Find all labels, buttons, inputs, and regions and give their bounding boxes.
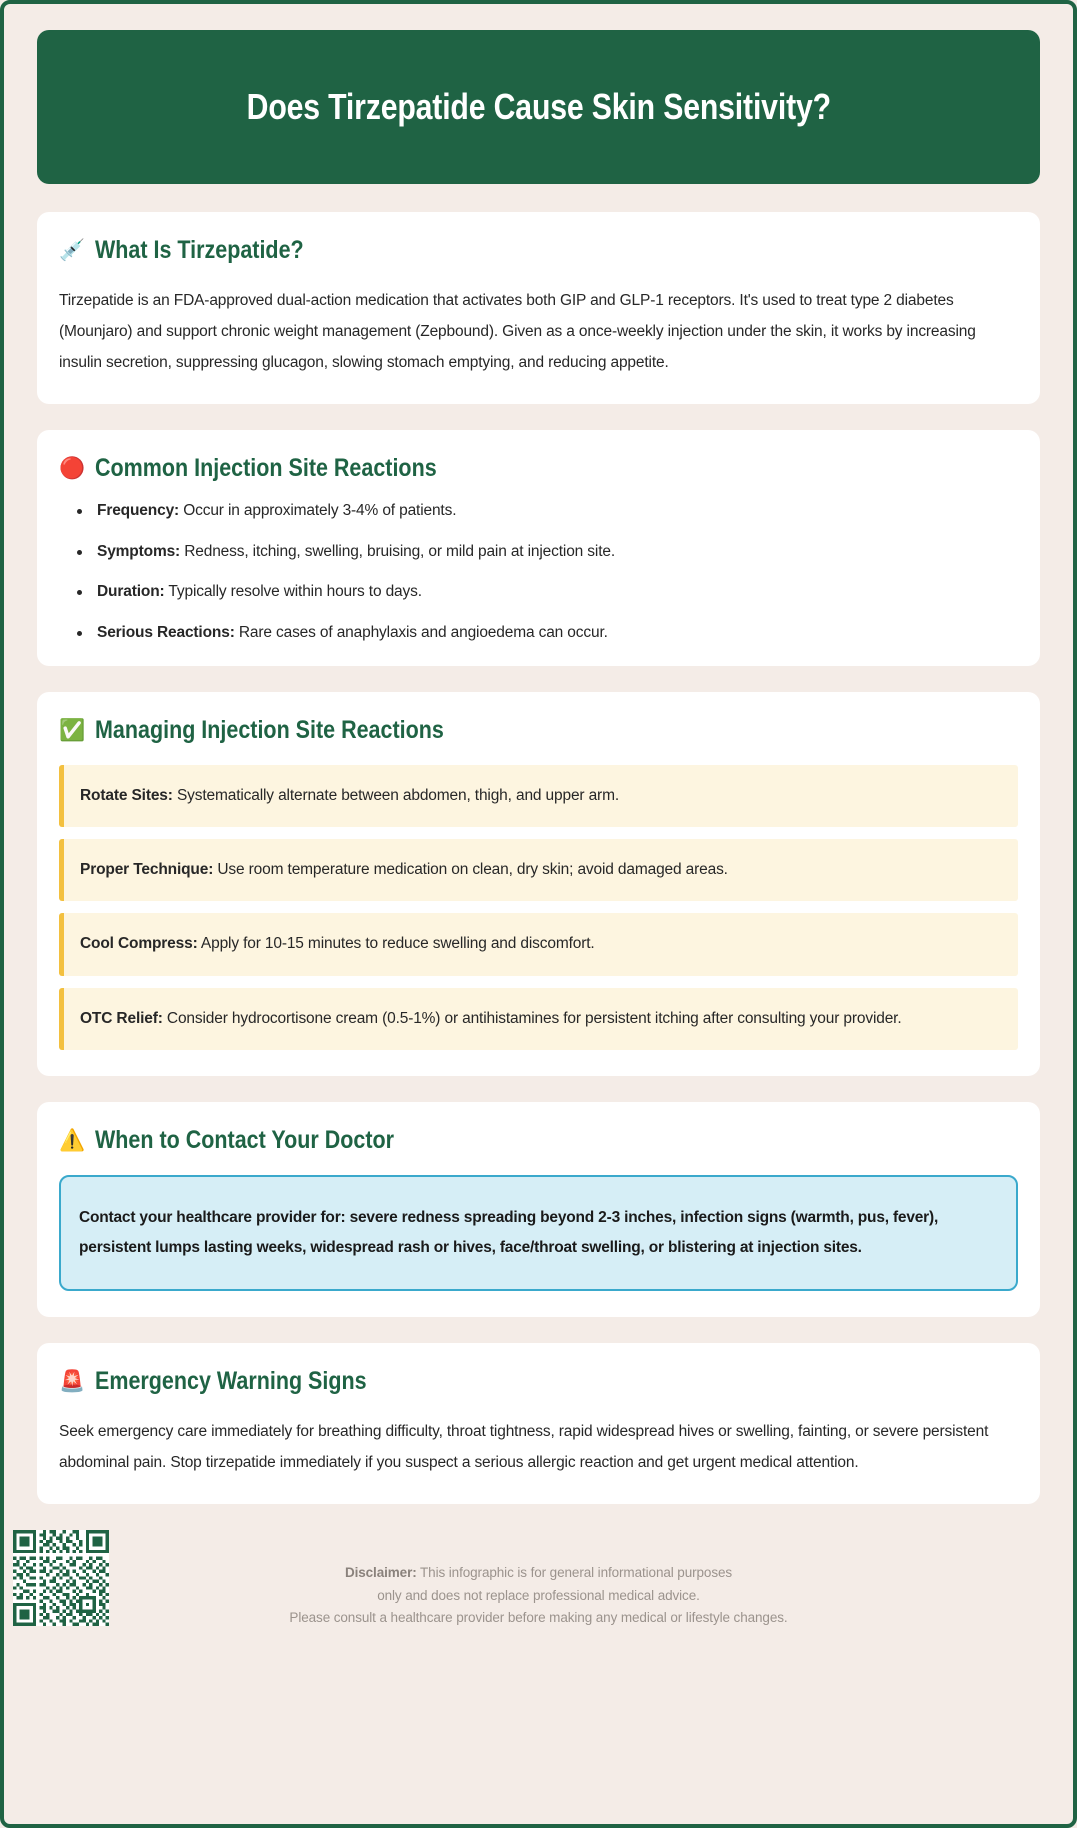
- tip-box: [59, 913, 1018, 975]
- warning-triangle-icon: ⚠️: [59, 1128, 86, 1152]
- tip-box: [59, 988, 1018, 1050]
- tip-label: OTC Relief:: [80, 1009, 163, 1027]
- tip-box: [59, 765, 1018, 827]
- red-circle-icon: 🔴: [59, 457, 86, 480]
- tip-text: Use room temperature medication on clean, dry skin; avoid damaged areas.: [213, 861, 728, 879]
- section-header: [59, 1126, 1018, 1155]
- common-reactions-list: [59, 503, 1018, 640]
- section-header: [59, 1367, 1018, 1396]
- tip-text: Systematically alternate between abdomen, thigh, and upper arm.: [172, 787, 619, 804]
- section-title-contact-doctor: When to Contact Your Doctor: [95, 1125, 394, 1154]
- footer: [37, 1530, 1040, 1660]
- section-title-common-reactions: Common Injection Site Reactions: [95, 454, 437, 482]
- section-contact-doctor: [37, 1102, 1040, 1317]
- tip-label: Cool Compress:: [80, 935, 198, 953]
- tip-label: Rotate Sites:: [80, 787, 173, 804]
- list-item-label: Serious Reactions:: [97, 623, 235, 641]
- list-item: [77, 625, 1018, 641]
- list-item-label: Symptoms:: [97, 542, 181, 560]
- qr-code[interactable]: [13, 1530, 109, 1626]
- list-item-text: Redness, itching, swelling, bruising, or mild pain at injection site.: [180, 542, 615, 560]
- disclaimer-line-3: Please consult a healthcare provider before making any medical or lifestyle changes.: [289, 1609, 788, 1625]
- list-item: [77, 584, 1018, 600]
- disclaimer-line-2: only and does not replace professional medical advice.: [377, 1587, 700, 1603]
- list-item-label: Frequency:: [97, 502, 180, 519]
- section-title-emergency: Emergency Warning Signs: [95, 1367, 367, 1396]
- section-title-what-is: What Is Tirzepatide?: [95, 236, 304, 264]
- tip-text: Apply for 10-15 minutes to reduce swelling and discomfort.: [197, 935, 595, 953]
- list-item-text: Occur in approximately 3-4% of patients.: [179, 502, 457, 519]
- section-managing-reactions: [37, 692, 1040, 1076]
- list-item-label: Duration:: [97, 583, 165, 600]
- section-common-reactions: [37, 430, 1040, 666]
- section-body-emergency: Seek emergency care immediately for breathing difficulty, throat tightness, rapid widespread hives or swelling, fainting, or severe persistent abdominal pain. Stop tirzepatide immediately if you suspect a serious allergic reaction and get urgent medical attention.: [59, 1423, 989, 1472]
- disclaimer-text: [37, 1540, 1040, 1629]
- section-emergency-warning: [37, 1343, 1040, 1504]
- page-title: Does Tirzepatide Cause Skin Sensitivity?: [246, 86, 831, 127]
- list-item-text: Rare cases of anaphylaxis and angioedema can occur.: [234, 623, 608, 641]
- alert-box-contact-doctor: Contact your healthcare provider for: severe redness spreading beyond 2-3 inches, infection signs (warmth, pus, fever), persistent lumps lasting weeks, widespread rash or hives, face/throat swelling, or blistering at injection sites.: [59, 1175, 1018, 1291]
- disclaimer-label: Disclaimer:: [344, 1565, 417, 1581]
- list-item-text: Typically resolve within hours to days.: [164, 583, 422, 600]
- tip-box: [59, 839, 1018, 901]
- rotating-light-icon: 🚨: [59, 1370, 86, 1394]
- section-header: [59, 716, 1018, 745]
- disclaimer-line-1: This infographic is for general informational purposes: [416, 1565, 733, 1581]
- syringe-icon: 💉: [59, 239, 86, 262]
- section-header: [59, 236, 1018, 265]
- tip-text: Consider hydrocortisone cream (0.5-1%) or antihistamines for persistent itching after consulting your provider.: [162, 1009, 902, 1027]
- section-what-is-tirzepatide: [37, 212, 1040, 404]
- section-body-what-is: Tirzepatide is an FDA-approved dual-action medication that activates both GIP and GLP-1 receptors. It's used to treat type 2 diabetes (Mounjaro) and support chronic weight management (Zepbound). Given as a once-weekly injection under the skin, it works by increasing insulin secretion, suppressing glucagon, slowing stomach emptying, and reducing appetite.: [59, 292, 976, 371]
- list-item: [77, 503, 1018, 519]
- section-header: [59, 454, 1018, 483]
- list-item: [77, 544, 1018, 560]
- tip-label: Proper Technique:: [80, 861, 214, 879]
- header-banner: [37, 30, 1040, 184]
- check-mark-button-icon: ✅: [59, 719, 86, 742]
- section-title-managing: Managing Injection Site Reactions: [95, 716, 444, 744]
